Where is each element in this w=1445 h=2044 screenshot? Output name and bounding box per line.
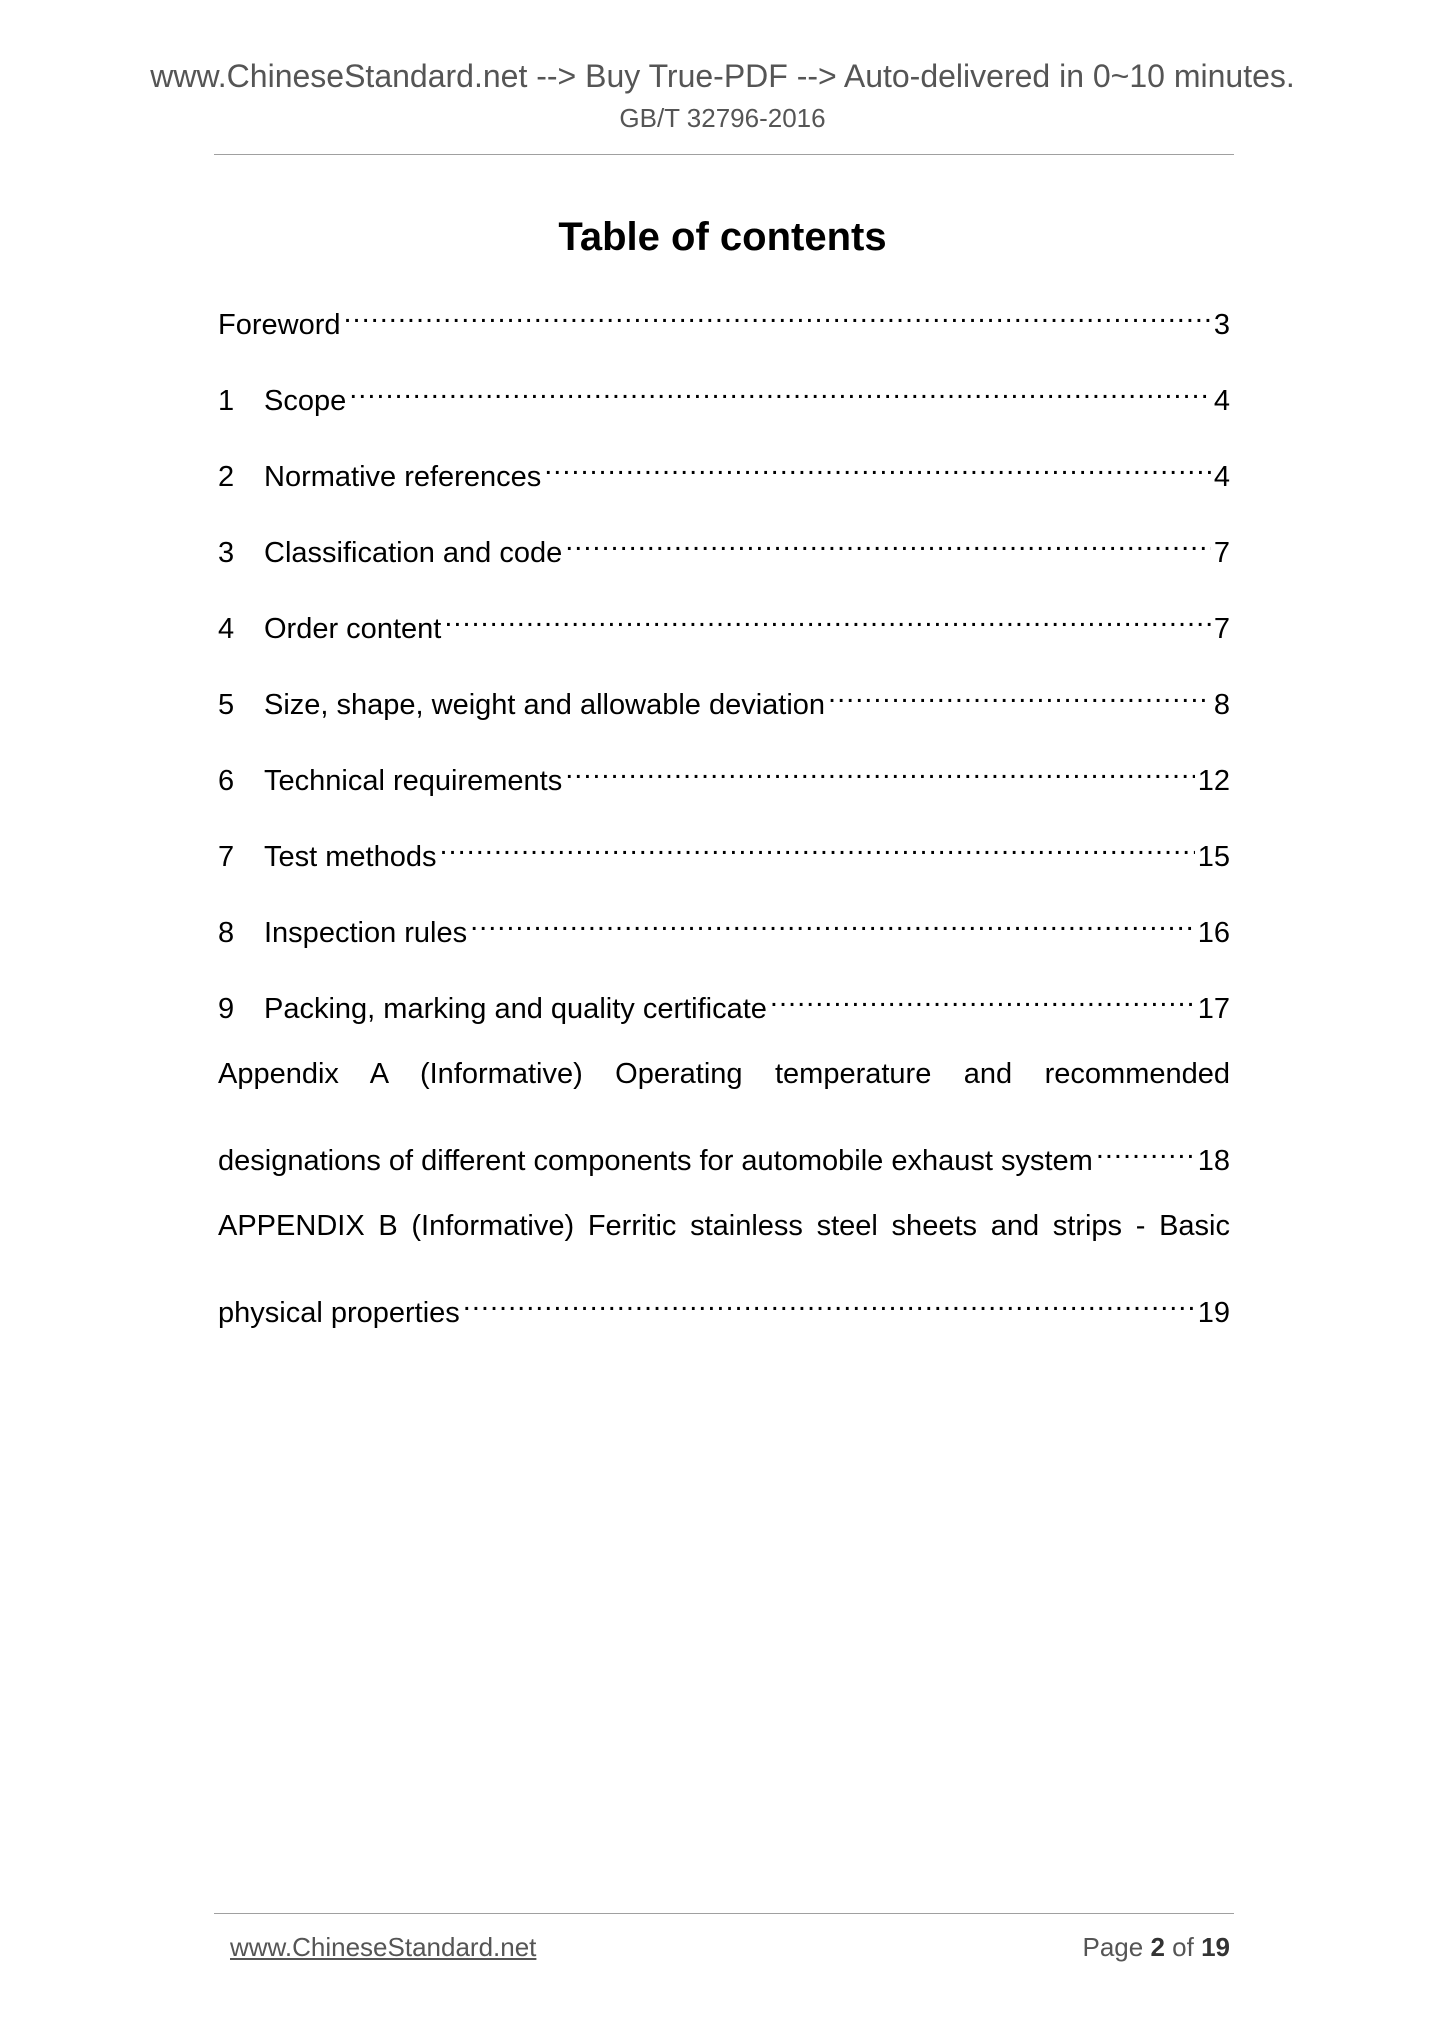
toc-entry-number: 8	[218, 917, 235, 949]
toc-entry-number: 4	[218, 613, 235, 645]
toc-entry-label: Scope	[264, 385, 347, 417]
dot-leader	[444, 598, 1211, 638]
toc-entry-page: 4	[1213, 385, 1230, 417]
standard-code: GB/T 32796-2016	[619, 103, 826, 133]
toc-entry-page: 4	[1213, 461, 1230, 493]
dot-leader	[1096, 1130, 1195, 1170]
dot-leader	[770, 978, 1195, 1018]
footer-website-link[interactable]: www.ChineseStandard.net	[230, 1932, 537, 1962]
toc-entry-page: 16	[1197, 917, 1230, 949]
toc-entry-test-methods[interactable]	[218, 826, 1230, 877]
toc-entry-label: Order content	[264, 613, 442, 645]
toc-entry-inspection-rules[interactable]	[218, 902, 1230, 953]
page-indicator	[1082, 1930, 1230, 1964]
toc-entry-technical-requirements[interactable]	[218, 750, 1230, 801]
toc-entry-normative-references[interactable]	[218, 446, 1230, 497]
dot-leader	[828, 674, 1211, 714]
toc-entry-number: 9	[218, 993, 235, 1025]
toc-entry-label: physical properties	[218, 1297, 460, 1329]
dot-leader	[565, 522, 1211, 562]
total-pages: 19	[1201, 1932, 1230, 1962]
dot-leader	[470, 902, 1195, 942]
dot-leader	[463, 1282, 1195, 1322]
header-banner: www.ChineseStandard.net --> Buy True-PDF --> Auto-delivered in 0~10 minutes.	[150, 58, 1295, 94]
page-of: of	[1172, 1932, 1194, 1962]
toc-entry-number: 6	[218, 765, 235, 797]
page-prefix: Page	[1082, 1932, 1144, 1962]
toc-entry-page: 7	[1213, 613, 1230, 645]
toc-entry-label: Classification and code	[264, 537, 563, 569]
toc-entry-page: 17	[1197, 993, 1230, 1025]
page-title: Table of contents	[558, 215, 887, 259]
toc-entry-label: Size, shape, weight and allowable deviation	[264, 689, 826, 721]
toc-entry-appendix-a-line1[interactable]: Appendix A (Informative) Operating temperature and recommended	[218, 1058, 1230, 1090]
toc-entry-page: 3	[1213, 309, 1230, 341]
toc-entry-foreword[interactable]	[218, 294, 1230, 345]
toc-entry-number: 7	[218, 841, 235, 873]
toc-entry-page: 12	[1197, 765, 1230, 797]
toc-entry-page: 7	[1213, 537, 1230, 569]
toc-entry-appendix-b-line2[interactable]	[218, 1282, 1230, 1333]
toc-entry-label: Technical requirements	[264, 765, 563, 797]
dot-leader	[439, 826, 1194, 866]
toc-entry-label: Packing, marking and quality certificate	[264, 993, 767, 1025]
current-page-number: 2	[1150, 1932, 1165, 1962]
header-divider	[214, 154, 1234, 155]
toc-entry-label: Inspection rules	[264, 917, 468, 949]
toc-entry-label: designations of different components for automobile exhaust system	[218, 1145, 1093, 1177]
dot-leader	[544, 446, 1211, 486]
toc-entry-appendix-a-line2[interactable]	[218, 1130, 1230, 1181]
toc-entry-label: Test methods	[264, 841, 437, 873]
dot-leader	[565, 750, 1195, 790]
toc-entry-appendix-b-line1[interactable]: APPENDIX B (Informative) Ferritic stainless steel sheets and strips - Basic	[218, 1210, 1230, 1242]
dot-leader	[349, 370, 1211, 410]
toc-entry-number: 3	[218, 537, 235, 569]
toc-entry-scope[interactable]	[218, 370, 1230, 421]
toc-entry-number: 5	[218, 689, 235, 721]
toc-entry-page: 8	[1213, 689, 1230, 721]
footer-divider	[214, 1913, 1234, 1914]
toc-entry-label: Foreword	[218, 309, 341, 341]
dot-leader	[344, 294, 1211, 334]
toc-entry-classification[interactable]	[218, 522, 1230, 573]
toc-entry-page: 19	[1197, 1297, 1230, 1329]
toc-entry-page: 15	[1197, 841, 1230, 873]
toc-entry-number: 2	[218, 461, 235, 493]
toc-entry-label: Normative references	[264, 461, 542, 493]
toc-entry-order-content[interactable]	[218, 598, 1230, 649]
toc-entry-number: 1	[218, 385, 235, 417]
toc-entry-page: 18	[1197, 1145, 1230, 1177]
toc-entry-packing-marking[interactable]	[218, 978, 1230, 1029]
toc-entry-size-shape[interactable]	[218, 674, 1230, 725]
